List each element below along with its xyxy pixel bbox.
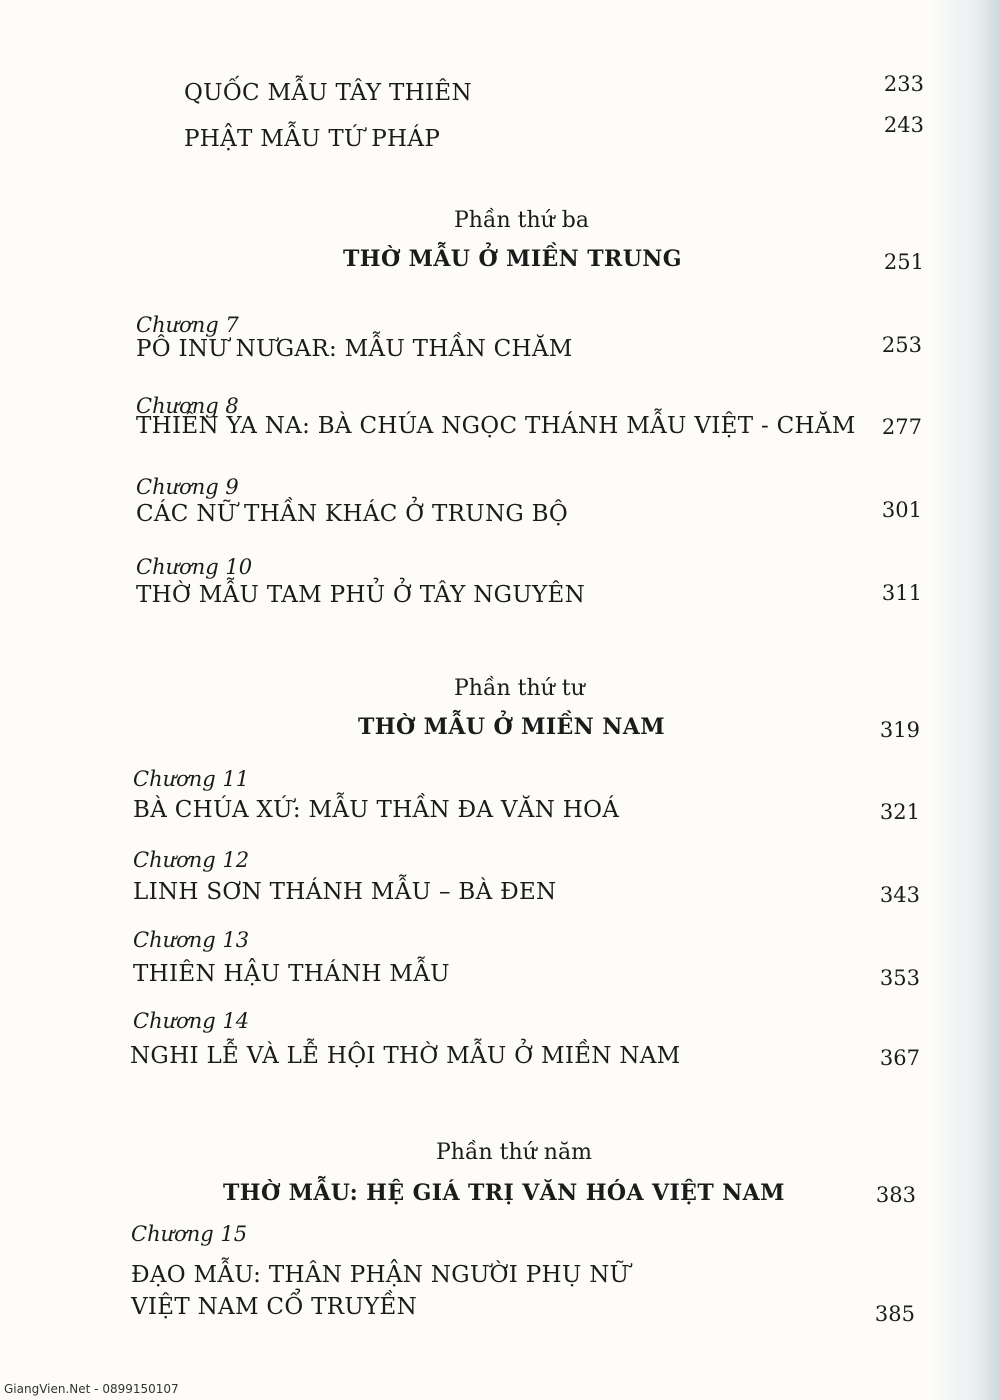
- toc-entry-page: 233: [883, 72, 924, 96]
- chapter-page: 301: [881, 498, 922, 522]
- part-label: Phần thứ năm: [436, 1140, 592, 1165]
- chapter-title: THỜ MẪU TAM PHỦ Ở TÂY NGUYÊN: [136, 582, 586, 608]
- chapter-title: THIÊN YA NA: BÀ CHÚA NGỌC THÁNH MẪU VIỆT - CHĂM: [136, 413, 856, 439]
- chapter-label: Chương 13: [133, 928, 250, 952]
- chapter-label: Chương 8: [136, 394, 239, 418]
- part-label: Phần thứ tư: [454, 676, 585, 701]
- chapter-title: LINH SƠN THÁNH MẪU – BÀ ĐEN: [133, 879, 557, 905]
- chapter-title: CÁC NỮ THẦN KHÁC Ở TRUNG BỘ: [136, 501, 569, 527]
- part-page: 319: [879, 718, 920, 742]
- chapter-page: 311: [881, 581, 922, 605]
- chapter-page: 343: [879, 883, 920, 907]
- chapter-page: 277: [881, 415, 922, 439]
- part-page: 251: [883, 250, 924, 274]
- chapter-page: 321: [879, 800, 920, 824]
- chapter-label: Chương 9: [136, 475, 239, 499]
- chapter-page: 367: [879, 1046, 920, 1070]
- part-page: 383: [875, 1183, 916, 1207]
- chapter-label: Chương 11: [133, 767, 250, 791]
- chapter-label: Chương 15: [131, 1222, 248, 1246]
- chapter-title: THIÊN HẬU THÁNH MẪU: [133, 961, 450, 987]
- watermark-text: GiangVien.Net - 0899150107: [4, 1382, 179, 1396]
- toc-entry-title: QUỐC MẪU TÂY THIÊN: [184, 80, 472, 106]
- chapter-label: Chương 7: [136, 313, 239, 337]
- part-title: THỜ MẪU Ở MIỀN NAM: [358, 714, 665, 740]
- toc-entry-page: 243: [883, 113, 924, 137]
- chapter-title-line2: VIỆT NAM CỔ TRUYỀN: [131, 1294, 418, 1320]
- chapter-label: Chương 14: [133, 1009, 250, 1033]
- chapter-label: Chương 12: [133, 848, 250, 872]
- part-title: THỜ MẪU Ở MIỀN TRUNG: [343, 246, 682, 272]
- page-edge-shading: [930, 0, 1000, 1400]
- chapter-page: 353: [879, 966, 920, 990]
- chapter-title-line1: ĐẠO MẪU: THÂN PHẬN NGƯỜI PHỤ NỮ: [131, 1262, 630, 1288]
- chapter-title: PÔ INƯ NƯGAR: MẪU THẦN CHĂM: [136, 336, 573, 362]
- chapter-title: BÀ CHÚA XỨ: MẪU THẦN ĐA VĂN HOÁ: [133, 797, 620, 823]
- chapter-page: 385: [874, 1302, 915, 1326]
- part-title: THỜ MẪU: HỆ GIÁ TRỊ VĂN HÓA VIỆT NAM: [223, 1180, 785, 1206]
- toc-entry-title: PHẬT MẪU TỨ PHÁP: [184, 126, 441, 152]
- part-label: Phần thứ ba: [454, 208, 589, 233]
- chapter-title: NGHI LỄ VÀ LỄ HỘI THỜ MẪU Ở MIỀN NAM: [130, 1043, 681, 1069]
- chapter-label: Chương 10: [136, 555, 253, 579]
- chapter-page: 253: [881, 333, 922, 357]
